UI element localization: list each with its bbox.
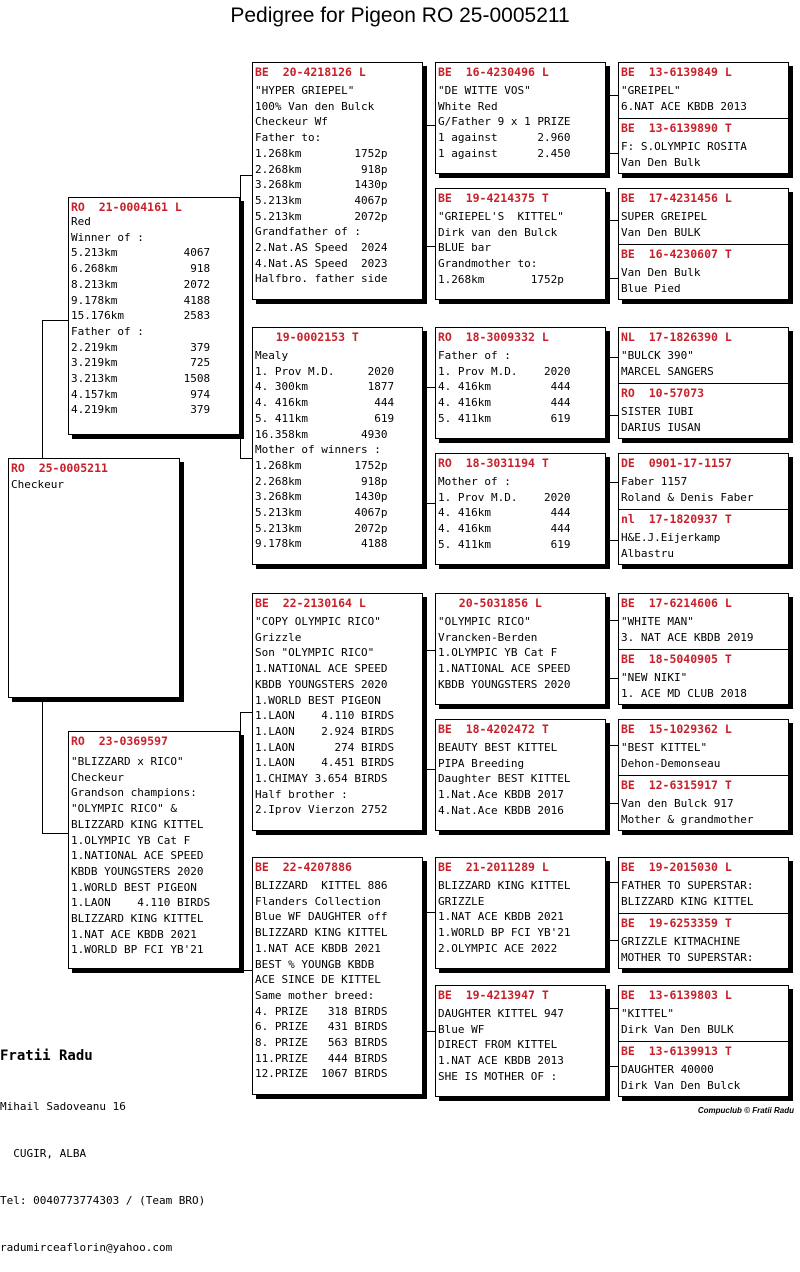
detail-line: Checkeur bbox=[11, 478, 64, 491]
gen4-card bbox=[618, 719, 789, 831]
detail-line: 1.Nat.Ace KBDB 2017 bbox=[438, 788, 564, 802]
detail-line: KBDB YOUNGSTERS 2020 bbox=[438, 677, 571, 691]
gen4-card bbox=[618, 453, 789, 565]
detail-line: 8.213km 2072 bbox=[71, 277, 211, 291]
detail-line: 11.PRIZE 444 BIRDS bbox=[255, 1051, 388, 1065]
detail-line: KBDB YOUNGSTERS 2020 bbox=[71, 864, 204, 878]
ring-number: BE 22-4207886 bbox=[255, 860, 352, 874]
detail-line: DAUGHTER 40000 bbox=[621, 1063, 714, 1077]
detail-line: 1.NAT ACE KBDB 2021 bbox=[71, 927, 197, 941]
detail-line: 1.WORLD BP FCI YB'21 bbox=[71, 943, 204, 957]
ring-number: BE 16-4230607 T bbox=[621, 247, 732, 262]
detail-line: 16.358km 4930 bbox=[255, 427, 388, 441]
detail-line: 4.157km 974 bbox=[71, 387, 211, 401]
gen4-card bbox=[618, 188, 789, 300]
detail-line: 4. 300km 1877 bbox=[255, 380, 395, 394]
owner-phone: Tel: 0040773774303 / (Team BRO) bbox=[0, 1194, 206, 1208]
detail-line: "WHITE MAN" bbox=[621, 615, 694, 628]
detail-line: 3.268km 1430p bbox=[255, 178, 388, 192]
detail-line: 5. 411km 619 bbox=[438, 537, 571, 551]
detail-line: Mother & grandmother bbox=[621, 813, 754, 827]
detail-line: Dirk van den Bulck bbox=[438, 225, 558, 239]
ring-number: 19-0002153 T bbox=[255, 330, 359, 344]
detail-line: Van Den Bulk bbox=[621, 156, 701, 170]
detail-line: 1. Prov M.D. 2020 bbox=[255, 364, 395, 378]
detail-line: 5.213km 2072p bbox=[255, 521, 388, 535]
detail-line: Checkeur Wf bbox=[255, 115, 328, 129]
detail-line: Dirk Van Den Bulck bbox=[621, 1079, 741, 1093]
dam-sire-card bbox=[252, 593, 423, 831]
detail-line: MARCEL SANGERS bbox=[621, 364, 714, 378]
detail-line: 1 against 2.450 bbox=[438, 146, 571, 160]
gen3-card bbox=[435, 453, 606, 565]
detail-line: 1.OLYMPIC YB Cat F bbox=[71, 833, 191, 847]
detail-line: 1.NAT ACE KBDB 2013 bbox=[438, 1054, 564, 1068]
detail-line: SHE IS MOTHER OF : bbox=[438, 1069, 558, 1083]
detail-line: SUPER GREIPEL bbox=[621, 210, 708, 223]
gen3-card bbox=[435, 593, 606, 705]
detail-line: GRIZZLE KITMACHINE bbox=[621, 935, 741, 949]
detail-line: 5. 411km 619 bbox=[255, 411, 395, 425]
detail-line: "HYPER GRIEPEL" bbox=[255, 84, 355, 97]
detail-line: Red bbox=[71, 215, 91, 228]
detail-line: 1.NAT ACE KBDB 2021 bbox=[255, 941, 381, 955]
detail-line: BEST % YOUNGB KBDB bbox=[255, 957, 375, 971]
detail-line: 1.NATIONAL ACE SPEED bbox=[255, 662, 388, 676]
dam-dam-card bbox=[252, 857, 423, 1095]
detail-line: Father of : bbox=[438, 349, 511, 362]
detail-line: Dehon-Demonseau bbox=[621, 756, 721, 770]
detail-line: 1.OLYMPIC YB Cat F bbox=[438, 646, 558, 660]
gen4-card bbox=[618, 985, 789, 1097]
detail-line: 3.213km 1508 bbox=[71, 372, 211, 386]
detail-line: 1.268km 1752p bbox=[255, 458, 388, 472]
detail-line: "BULCK 390" bbox=[621, 349, 694, 362]
detail-line: Mother of winners : bbox=[255, 443, 381, 457]
detail-line: 5. 411km 619 bbox=[438, 411, 571, 425]
detail-line: Albastru bbox=[621, 547, 674, 561]
ring-number: BE 13-6139890 T bbox=[621, 121, 732, 136]
detail-line: Mother of : bbox=[438, 475, 511, 488]
connector bbox=[42, 320, 69, 461]
detail-line: "NEW NIKI" bbox=[621, 671, 688, 685]
detail-line: 4.Nat.Ace KBDB 2016 bbox=[438, 803, 564, 817]
ring-number: BE 17-6214606 L bbox=[621, 596, 732, 610]
ring-number: RO 10-57073 bbox=[621, 386, 705, 401]
detail-line: Vrancken-Berden bbox=[438, 630, 538, 644]
detail-line: 3.219km 725 bbox=[71, 356, 211, 370]
owner-info bbox=[0, 1014, 205, 1272]
ring-number: BE 13-6139803 L bbox=[621, 988, 732, 1002]
connector bbox=[42, 700, 69, 834]
detail-line: 2.Iprov Vierzon 2752 bbox=[255, 803, 388, 817]
detail-line: 1.NATIONAL ACE SPEED bbox=[438, 662, 571, 676]
owner-address: Mihail Sadoveanu 16 bbox=[0, 1099, 126, 1113]
detail-line: Faber 1157 bbox=[621, 475, 688, 488]
detail-line: 2.OLYMPIC ACE 2022 bbox=[438, 941, 558, 955]
owner-email[interactable]: radumirceaflorin@yahoo.com bbox=[0, 1241, 173, 1255]
detail-line: Grandmother to: bbox=[438, 257, 538, 271]
detail-line: Grandson champions: bbox=[71, 786, 197, 800]
gen4-card bbox=[618, 62, 789, 174]
detail-line: DARIUS IUSAN bbox=[621, 421, 701, 435]
gen3-card bbox=[435, 857, 606, 969]
detail-line: KBDB YOUNGSTERS 2020 bbox=[255, 677, 388, 691]
detail-line: BLIZZARD KING KITTEL bbox=[255, 926, 388, 940]
ring-number: BE 19-4213947 T bbox=[438, 988, 549, 1002]
detail-line: 1.LAON 2.924 BIRDS bbox=[255, 724, 395, 738]
detail-line: 4. 416km 444 bbox=[438, 396, 571, 410]
detail-line: MOTHER TO SUPERSTAR: bbox=[621, 951, 754, 965]
detail-line: 4.219km 379 bbox=[71, 403, 211, 417]
detail-line: SISTER IUBI bbox=[621, 405, 694, 419]
detail-line: BLIZZARD KING KITTEL bbox=[438, 879, 571, 892]
detail-line: 2.219km 379 bbox=[71, 340, 211, 354]
detail-line: 3.268km 1430p bbox=[255, 490, 388, 504]
gen3-card bbox=[435, 188, 606, 300]
detail-line: 1.CHIMAY 3.654 BIRDS bbox=[255, 772, 388, 786]
detail-line: BEAUTY BEST KITTEL bbox=[438, 741, 558, 754]
gen3-card bbox=[435, 62, 606, 174]
detail-line: Flanders Collection bbox=[255, 894, 381, 908]
detail-line: Daughter BEST KITTEL bbox=[438, 772, 571, 786]
detail-line: 1.LAON 4.451 BIRDS bbox=[255, 756, 395, 770]
detail-line: 9.178km 4188 bbox=[255, 537, 388, 551]
detail-line: 1. ACE MD CLUB 2018 bbox=[621, 687, 747, 701]
detail-line: Same mother breed: bbox=[255, 988, 375, 1002]
detail-line: 2.268km 918p bbox=[255, 162, 388, 176]
detail-line: 4. 416km 444 bbox=[438, 380, 571, 394]
detail-line: 1.LAON 4.110 BIRDS bbox=[255, 709, 395, 723]
ring-number: BE 16-4230496 L bbox=[438, 65, 549, 79]
ring-number: RO 18-3031194 T bbox=[438, 456, 549, 470]
gen4-card bbox=[618, 327, 789, 439]
detail-line: 9.178km 4188 bbox=[71, 293, 211, 307]
detail-line: Son "OLYMPIC RICO" bbox=[255, 646, 375, 660]
detail-line: GRIZZLE bbox=[438, 894, 485, 908]
ring-number: BE 13-6139849 L bbox=[621, 65, 732, 79]
detail-line: 1.WORLD BP FCI YB'21 bbox=[438, 926, 571, 940]
ring-number: RO 25-0005211 bbox=[11, 461, 108, 475]
detail-line: 1.NATIONAL ACE SPEED bbox=[71, 849, 204, 863]
gen3-card bbox=[435, 985, 606, 1097]
detail-line: 12.PRIZE 1067 BIRDS bbox=[255, 1067, 388, 1081]
detail-line: 1. Prov M.D. 2020 bbox=[438, 364, 571, 378]
detail-line: 4. 416km 444 bbox=[438, 506, 571, 520]
ring-number: BE 19-4214375 T bbox=[438, 191, 549, 205]
detail-line: 6.NAT ACE KBDB 2013 bbox=[621, 99, 747, 113]
detail-line: Halfbro. father side bbox=[255, 272, 388, 286]
detail-line: 1.WORLD BEST PIGEON bbox=[255, 693, 381, 707]
detail-line: Blue WF DAUGHTER off bbox=[255, 910, 388, 924]
detail-line: "COPY OLYMPIC RICO" bbox=[255, 615, 381, 628]
detail-line: 1 against 2.960 bbox=[438, 131, 571, 145]
detail-line: "BLIZZARD x RICO" bbox=[71, 755, 184, 768]
detail-line: Van Den Bulk bbox=[621, 266, 701, 280]
detail-line: F: S.OLYMPIC ROSITA bbox=[621, 140, 747, 154]
detail-line: Roland & Denis Faber bbox=[621, 490, 754, 504]
detail-line: Van Den BULK bbox=[621, 225, 701, 239]
detail-line: 6. PRIZE 431 BIRDS bbox=[255, 1020, 388, 1034]
detail-line: 4. 416km 444 bbox=[255, 396, 395, 410]
detail-line: Grandfather of : bbox=[255, 225, 361, 239]
owner-city: CUGIR, ALBA bbox=[0, 1146, 87, 1160]
ring-number: BE 15-1029362 L bbox=[621, 722, 732, 736]
detail-line: 4. PRIZE 318 BIRDS bbox=[255, 1004, 388, 1018]
detail-line: Blue Pied bbox=[621, 282, 681, 296]
detail-line: 2.268km 918p bbox=[255, 474, 388, 488]
owner-name: Fratii Radu bbox=[0, 1048, 93, 1065]
detail-line: 8. PRIZE 563 BIRDS bbox=[255, 1036, 388, 1050]
detail-line: 1.LAON 4.110 BIRDS bbox=[71, 896, 211, 910]
detail-line: 5.213km 4067 bbox=[71, 246, 211, 260]
detail-line: 3. NAT ACE KBDB 2019 bbox=[621, 630, 754, 644]
ring-number: NL 17-1826390 L bbox=[621, 330, 732, 344]
ring-number: RO 23-0369597 bbox=[71, 734, 168, 748]
ring-number: BE 18-5040905 T bbox=[621, 652, 732, 667]
detail-line: 6.268km 918 bbox=[71, 262, 211, 276]
detail-line: BLUE bar bbox=[438, 241, 491, 255]
detail-line: PIPA Breeding bbox=[438, 756, 525, 770]
detail-line: Dirk Van Den BULK bbox=[621, 1022, 734, 1036]
detail-line: BLIZZARD KING KITTEL bbox=[71, 817, 204, 831]
detail-line: Half brother : bbox=[255, 787, 348, 801]
software-credit: Compuclub © Fratii Radu bbox=[697, 1106, 794, 1115]
detail-line: Winner of : bbox=[71, 230, 144, 244]
detail-line: "OLYMPIC RICO" & bbox=[71, 802, 177, 816]
detail-line: 5.213km 2072p bbox=[255, 209, 388, 223]
dam-card bbox=[68, 731, 240, 969]
gen4-card bbox=[618, 857, 789, 969]
detail-line: 4.Nat.AS Speed 2023 bbox=[255, 256, 388, 270]
detail-line: 1.268km 1752p bbox=[438, 272, 564, 286]
detail-line: Checkeur bbox=[71, 770, 124, 784]
ring-number: RO 18-3009332 L bbox=[438, 330, 549, 344]
ring-number: BE 19-6253359 T bbox=[621, 916, 732, 931]
page-title: Pedigree for Pigeon RO 25-0005211 bbox=[230, 4, 570, 27]
ring-number: BE 13-6139913 T bbox=[621, 1044, 732, 1059]
sire-sire-card bbox=[252, 62, 423, 300]
detail-line: Father to: bbox=[255, 131, 322, 145]
detail-line: DAUGHTER KITTEL 947 bbox=[438, 1007, 564, 1020]
detail-line: "OLYMPIC RICO" bbox=[438, 615, 531, 628]
gen4-card bbox=[618, 593, 789, 705]
ring-number: BE 17-4231456 L bbox=[621, 191, 732, 205]
ring-number: BE 21-2011289 L bbox=[438, 860, 549, 874]
ring-number: nl 17-1820937 T bbox=[621, 512, 732, 527]
detail-line: DIRECT FROM KITTEL bbox=[438, 1038, 558, 1052]
detail-line: 100% Van den Bulck bbox=[255, 99, 375, 113]
detail-line: BLIZZARD KING KITTEL bbox=[71, 912, 204, 926]
gen3-card bbox=[435, 327, 606, 439]
ring-number: RO 21-0004161 L bbox=[71, 200, 182, 214]
detail-line: "BEST KITTEL" bbox=[621, 741, 708, 754]
detail-line: ACE SINCE DE KITTEL bbox=[255, 973, 381, 987]
detail-line: 5.213km 4067p bbox=[255, 193, 388, 207]
detail-line: Grizzle bbox=[255, 630, 302, 644]
detail-line: Mealy bbox=[255, 349, 289, 362]
ring-number: 20-5031856 L bbox=[438, 596, 542, 610]
subject-pigeon-card bbox=[8, 458, 180, 698]
detail-line: White Red bbox=[438, 99, 498, 113]
detail-line: BLIZZARD KITTEL 886 bbox=[255, 879, 388, 892]
detail-line: 1. Prov M.D. 2020 bbox=[438, 490, 571, 504]
detail-line: Van den Bulck 917 bbox=[621, 797, 734, 811]
detail-line: H&E.J.Eijerkamp bbox=[621, 531, 721, 545]
sire-dam-card bbox=[252, 327, 423, 565]
sire-card bbox=[68, 197, 240, 435]
detail-line: 4. 416km 444 bbox=[438, 522, 571, 536]
ring-number: BE 12-6315917 T bbox=[621, 778, 732, 793]
detail-line: "GREIPEL" bbox=[621, 84, 681, 97]
ring-number: BE 18-4202472 T bbox=[438, 722, 549, 736]
detail-line: G/Father 9 x 1 PRIZE bbox=[438, 115, 571, 129]
detail-line: 1.268km 1752p bbox=[255, 146, 388, 160]
detail-line: FATHER TO SUPERSTAR: bbox=[621, 879, 754, 892]
detail-line: 1.NAT ACE KBDB 2021 bbox=[438, 910, 564, 924]
detail-line: Blue WF bbox=[438, 1022, 485, 1036]
detail-line: "GRIEPEL'S KITTEL" bbox=[438, 210, 564, 223]
detail-line: 5.213km 4067p bbox=[255, 506, 388, 520]
detail-line: 1.LAON 274 BIRDS bbox=[255, 740, 395, 754]
detail-line: 1.WORLD BEST PIGEON bbox=[71, 880, 197, 894]
detail-line: 15.176km 2583 bbox=[71, 309, 211, 323]
detail-line: Father of : bbox=[71, 324, 144, 338]
ring-number: BE 22-2130164 L bbox=[255, 596, 366, 610]
detail-line: BLIZZARD KING KITTEL bbox=[621, 894, 754, 908]
detail-line: "KITTEL" bbox=[621, 1007, 674, 1020]
ring-number: BE 20-4218126 L bbox=[255, 65, 366, 79]
gen3-card bbox=[435, 719, 606, 831]
detail-line: 2.Nat.AS Speed 2024 bbox=[255, 241, 388, 255]
ring-number: BE 19-2015030 L bbox=[621, 860, 732, 874]
ring-number: DE 0901-17-1157 bbox=[621, 456, 732, 470]
detail-line: "DE WITTE VOS" bbox=[438, 84, 531, 97]
